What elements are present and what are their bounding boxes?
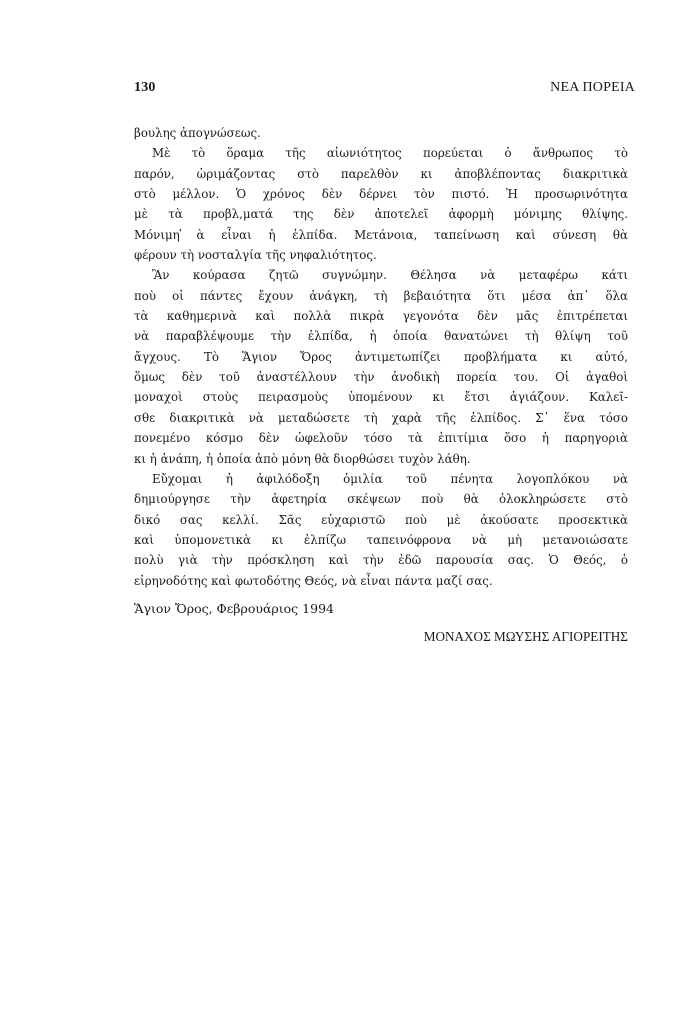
text-line: σθε διακριτικὰ νὰ μεταδώσετε τὴ χαρὰ τῆς ἐλπίδος. Σ᾽ ἕνα τόσο: [134, 410, 628, 425]
text-line: πολὺ γιὰ τὴν πρόσκληση καὶ τὴν ἐδῶ παρουσία σας. Ὁ Θεός, ὁ: [134, 553, 628, 568]
text-line: μοναχοὶ στοὺς πειρασμοὺς ὑπομένουν κι ἔτσι ἁγιάζουν. Καλεῖ-: [134, 390, 628, 405]
text-line: πονεμένο κόσμο δὲν ὠφελοῦν τόσο τὰ ἐπιτίμια ὅσο ἡ παρηγοριὰ: [134, 431, 628, 446]
text-line: Εὔχομαι ἡ ἀφιλόδοξη ὁμιλία τοῦ πένητα λογοπλόκου νὰ: [152, 471, 628, 486]
author-signature: ΜΟΝΑΧΟΣ ΜΩΥΣΗΣ ΑΓΙΟΡΕΙΤΗΣ: [423, 629, 628, 644]
page-number: 130: [134, 80, 156, 95]
text-line: κι ἡ ἀνάπη, ἡ ὁποία ἀπὸ μόνη θὰ διορθώσει τυχὸν λάθη.: [134, 451, 471, 466]
text-line: Ἂν κούρασα ζητῶ συγνώμην. Θέλησα νὰ μεταφέρω κάτι: [152, 268, 628, 283]
text-line: βουλης ἀπογνώσεως.: [134, 126, 261, 140]
text-line: δημιούργησε τὴν ἀφετηρία σκέψεων ποὺ θὰ ὁλοκληρώσετε στὸ: [134, 492, 628, 507]
text-line: ποὺ οἱ πάντες ἔχουν ἀνάγκη, τὴ βεβαιότητα ὅτι μέσα ἀπ᾽ ὅλα: [134, 288, 628, 303]
text-line: φέρουν τὴ νοσταλγία τῆς νηφαλιότητος.: [134, 248, 377, 263]
text-line: στὸ μέλλον. Ὁ χρόνος δὲν δέρνει τὸν πιστό. Ἡ προσωρινότητα: [134, 187, 628, 202]
text-line: ἄγχους. Τὸ Ἅγιον Ὄρος ἀντιμετωπίζει προβλήματα κι αὐτό,: [134, 349, 628, 364]
text-line: δικό σας κελλί. Σᾶς εὐχαριστῶ ποὺ μὲ ἀκούσατε προσεκτικὰ: [134, 512, 628, 527]
text-line: Μόνιμη ̔ὰ εἶναι ἡ ἐλπίδα. Μετάνοια, ταπείνωση καὶ σύνεση θὰ: [134, 227, 628, 242]
running-header: [134, 80, 635, 96]
place-date-line: Ἅγιον Ὄρος, Φεβρουάριος 1994: [134, 601, 334, 616]
text-line: μὲ τὰ προβλ,ματά της δὲν ἀποτελεῖ ἀφορμὴ μόνιμης θλίψης.: [134, 207, 628, 222]
text-line: εἰρηνοδότης καὶ φωτοδότης Θεός, νὰ εἶναι πάντα μαζί σας.: [134, 573, 493, 588]
text-line: νὰ παραβλέψουμε τὴν ἐλπίδα, ἡ ὁποία θανατώνει τὴ θλίψη τοῦ: [134, 329, 628, 344]
text-line: ὅμως δὲν τοῦ ἀναστέλλουν τὴν ἀνοδικὴ πορεία του. Οἱ ἀγαθοὶ: [134, 370, 628, 385]
body-text: [134, 123, 628, 591]
text-line: παρόν, ὡριμάζοντας στὸ παρελθὸν κι ἀποβλέποντας διακριτικὰ: [134, 166, 628, 181]
journal-title: ΝΕΑ ΠΟΡΕΙΑ: [550, 80, 635, 95]
text-line: Μὲ τὸ ὅραμα τῆς αἰωνιότητος πορεύεται ὁ ἄνθρωπος τὸ: [152, 146, 628, 161]
text-line: τὰ καθημερινὰ καὶ πολλὰ πικρὰ γεγονότα δὲν μᾶς ἐπιτρέπεται: [134, 309, 628, 324]
text-line: καὶ ὑπομονετικὰ κι ἐλπίζω ταπεινόφρονα νὰ μὴ μετανοιώσατε: [134, 532, 628, 547]
